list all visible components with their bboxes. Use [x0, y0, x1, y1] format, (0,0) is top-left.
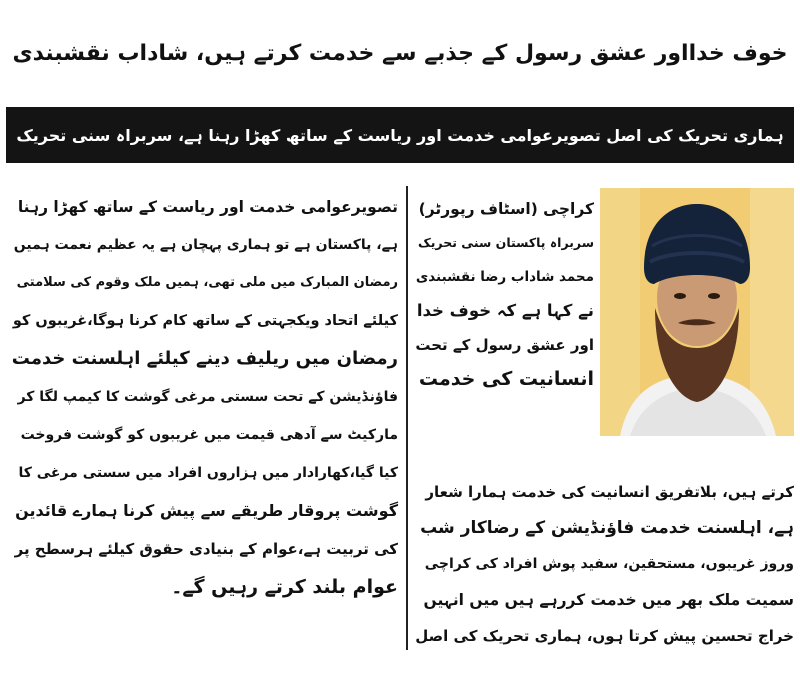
text-line: سمیت ملک بھر میں خدمت کررہے ہیں میں انہیں: [423, 591, 794, 609]
text-line: تصویرعوامی خدمت اور ریاست کے ساتھ کھڑا رہنا: [17, 198, 398, 216]
text-line: کرتے ہیں، بلاتفریق انسانیت کی خدمت ہمارا شعار: [425, 483, 794, 501]
text-line: نے کہا ہے کہ خوف خدا: [416, 301, 594, 320]
text-line: انسانیت کی خدمت: [418, 368, 594, 390]
text-line: فاؤنڈیشن کے تحت سستی مرغی گوشت کا کیمپ لگا کر: [17, 389, 398, 405]
text-line: کیا گیا،کھارادار میں ہزاروں افراد میں سستی مرغی کا: [18, 465, 398, 481]
headline: خوف خدااور عشق رسول کے جذبے سے خدمت کرتے ہیں، شاداب نقشبندی: [12, 41, 788, 66]
portrait-photo-icon: [600, 188, 794, 436]
article-column-continued: [414, 474, 794, 654]
text-line: رمضان میں ریلیف دینے کیلئے اہلسنت خدمت: [11, 348, 398, 369]
text-line: مارکیٹ سے آدھی قیمت میں غریبوں کو گوشت فروخت: [20, 427, 398, 443]
article-column-intro: [414, 192, 594, 396]
text-line: اور عشق رسول کے تحت: [415, 336, 594, 354]
text-line: کراچی (اسٹاف رپورٹر): [418, 200, 594, 218]
article-column-left: [8, 188, 398, 606]
text-line: رمضان المبارک میں ملی تھی، ہمیں ملک وقوم کی سلامتی: [16, 275, 398, 290]
column-divider: [406, 186, 408, 650]
text-line: سربراہ پاکستان سنی تحریک: [417, 235, 594, 250]
text-line: کیلئے اتحاد ویکجہتی کے ساتھ کام کرنا ہوگا،غریبوں کو: [12, 313, 398, 329]
text-line: کی تربیت ہے،عوام کے بنیادی حقوق کیلئے ہرسطح پر: [14, 540, 398, 558]
text-line: گوشت پروقار طریقے سے پیش کرنا ہمارے قائدین: [15, 501, 398, 520]
text-line: ہے، پاکستان ہے تو ہماری پہچان ہے یہ عظیم نعمت ہمیں: [13, 237, 398, 253]
text-line: ہے، اہلسنت خدمت فاؤنڈیشن کے رضاکار شب: [420, 518, 794, 538]
text-line: عوام بلند کرتے رہیں گے۔: [171, 576, 398, 598]
text-line: وروز غریبوں، مستحقین، سفید پوش افراد کی کراچی: [424, 556, 794, 572]
text-line: محمد شاداب رضا نقشبندی: [415, 269, 594, 285]
portrait-photo: [600, 188, 794, 436]
subheadline-banner: ہماری تحریک کی اصل تصویرعوامی خدمت اور ریاست کے ساتھ کھڑا رہنا ہے، سربراہ سنی تحریک: [6, 107, 794, 163]
text-line: خراج تحسین پیش کرتا ہوں، ہماری تحریک کی اصل: [415, 627, 794, 645]
